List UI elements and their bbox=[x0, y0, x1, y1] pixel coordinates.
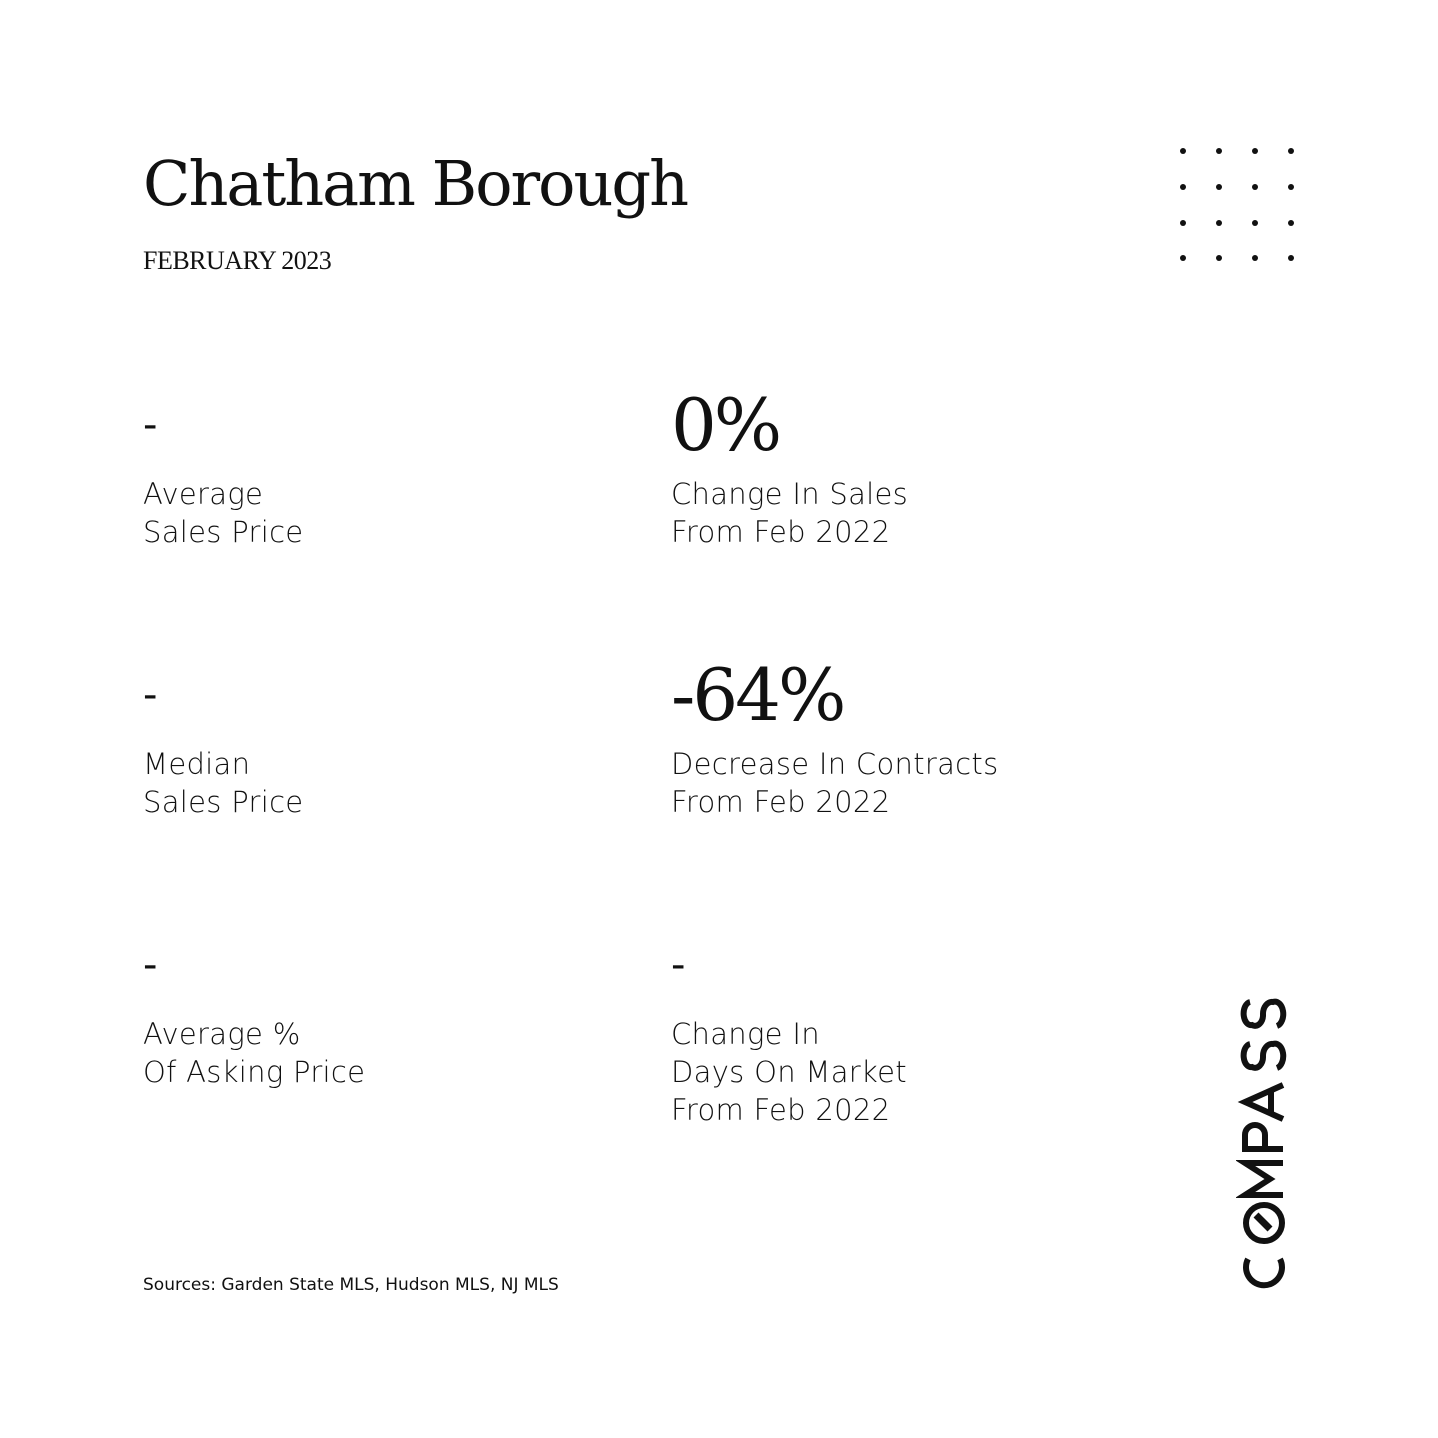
stat-value: - bbox=[143, 672, 158, 718]
stat-change-in-days-on-market bbox=[671, 925, 1111, 1129]
stat-label-line: Sales Price bbox=[143, 785, 304, 819]
stat-average-sales-price bbox=[143, 385, 583, 551]
stat-label-line: From Feb 2022 bbox=[671, 1093, 891, 1127]
stat-label-line: From Feb 2022 bbox=[671, 785, 891, 819]
stat-label bbox=[143, 1015, 583, 1091]
stat-label-line: Decrease In Contracts bbox=[671, 747, 999, 781]
stat-label bbox=[143, 475, 583, 551]
stat-label-line: Average % bbox=[143, 1017, 301, 1051]
sources-footnote: Sources: Garden State MLS, Hudson MLS, NJ MLS bbox=[143, 1275, 559, 1295]
stat-value: 0% bbox=[671, 383, 780, 467]
stat-label-line: Days On Market bbox=[671, 1055, 907, 1089]
report-date: FEBRUARY 2023 bbox=[143, 246, 332, 275]
stat-average-percent-of-asking bbox=[143, 925, 583, 1091]
stat-value: -64% bbox=[671, 653, 844, 737]
stat-value: - bbox=[671, 942, 686, 988]
stat-label-line: From Feb 2022 bbox=[671, 515, 891, 549]
stat-label bbox=[143, 745, 583, 821]
stat-label-line: Change In Sales bbox=[671, 477, 909, 511]
stat-label-line: Change In bbox=[671, 1017, 820, 1051]
stat-label bbox=[671, 745, 1111, 821]
stat-label-line: Sales Price bbox=[143, 515, 304, 549]
stat-value: - bbox=[143, 942, 158, 988]
stat-change-in-sales bbox=[671, 385, 1111, 551]
stat-median-sales-price bbox=[143, 655, 583, 821]
stat-label-line: Of Asking Price bbox=[143, 1055, 366, 1089]
dot-grid-decoration bbox=[1170, 140, 1300, 270]
stat-decrease-in-contracts bbox=[671, 655, 1111, 821]
stat-label bbox=[671, 1015, 1111, 1129]
stat-label-line: Median bbox=[143, 747, 251, 781]
stat-value: - bbox=[143, 402, 158, 448]
report-title: Chatham Borough bbox=[143, 147, 688, 220]
stat-label-line: Average bbox=[143, 477, 264, 511]
stat-label bbox=[671, 475, 1111, 551]
compass-logo bbox=[1236, 955, 1296, 1295]
